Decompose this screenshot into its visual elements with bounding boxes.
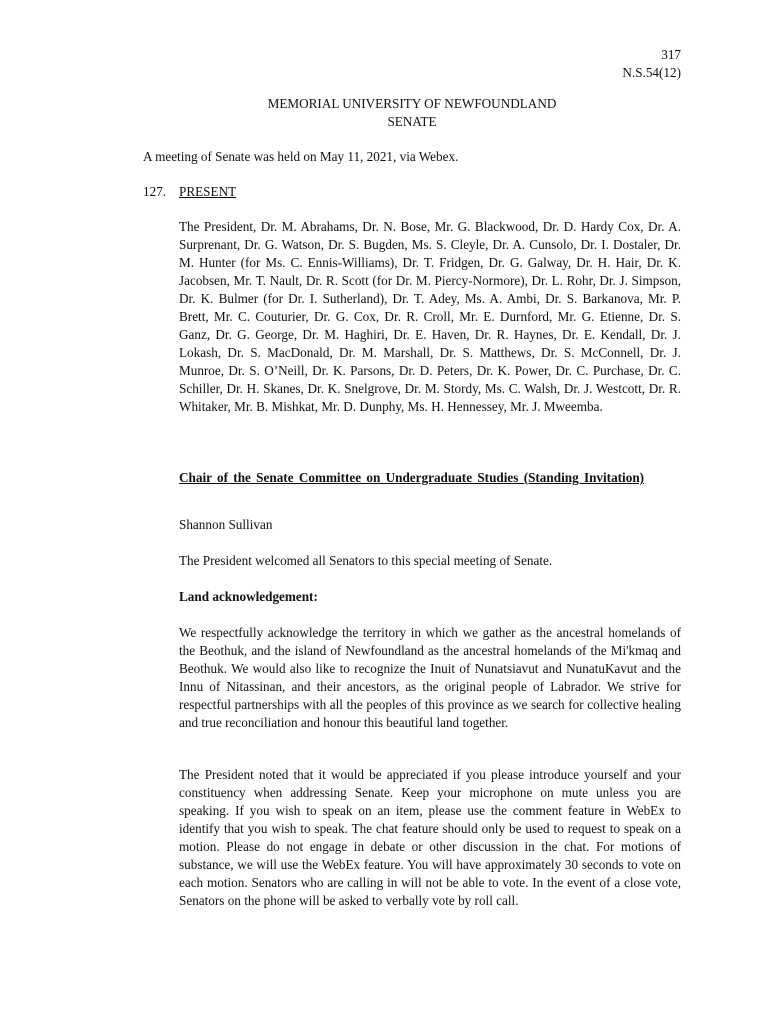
institution-name: MEMORIAL UNIVERSITY OF NEWFOUNDLAND <box>267 96 557 111</box>
president-note: The President noted that it would be appreciated if you please introduce yourself and your constituency when addressing Senate. Keep your microphone on mute unless you are speaking. If you wish to speak on an item, please use the comment feature in WebEx to identify that you wish to speak. The chat feature should only be used to request to speak on a motion. Please do not engage in debate or other discussion in the chat. For motions of substance, we will use the WebEx feature. You will have approximately 30 seconds to vote on each motion. Senators who are calling in will not be able to vote. In the event of a close vote, Senators on the phone will be asked to verbally vote by roll call. <box>179 767 681 908</box>
chair-heading: Chair of the Senate Committee on Undergraduate Studies (Standing Invitation) <box>179 470 645 485</box>
land-acknowledgement-heading: Land acknowledgement: <box>179 589 318 604</box>
attendee-list: The President, Dr. M. Abrahams, Dr. N. Bose, Mr. G. Blackwood, Dr. D. Hardy Cox, Dr. A. Surprenant, Dr. G. Watson, Dr. S. Bugden, Ms. S. Cleyle, Dr. A. Cunsolo, Dr. I. Dostaler, Dr. M. Hunter (for Ms. C. Ennis-Williams), Dr. T. Fridgen, Dr. G. Galway, Dr. H. Hair, Dr. K. Jacobsen, Mr. T. Nault, Dr. R. Scott (for Dr. M. Piercy-Normore), Dr. L. Rohr, Dr. J. Simpson, Dr. K. Bulmer (for Dr. I. Sutherland), Dr. T. Adey, Ms. A. Ambi, Dr. S. Barkanova, Mr. P. Brett, Mr. C. Couturier, Dr. G. Cox, Dr. R. Croll, Mr. E. Durnford, Mr. G. Etienne, Dr. S. Ganz, Dr. G. George, Dr. M. Haghiri, Dr. E. Haven, Dr. R. Haynes, Dr. E. Kendall, Dr. J. Lokash, Dr. S. MacDonald, Dr. M. Marshall, Dr. S. Matthews, Dr. S. McConnell, Dr. J. Munroe, Dr. S. O’Neill, Dr. K. Parsons, Dr. D. Peters, Dr. K. Power, Dr. C. Purchase, Dr. C. Schiller, Dr. H. Skanes, Dr. K. Snelgrove, Dr. M. Stordy, Ms. C. Walsh, Dr. J. Westcott, Dr. R. Whitaker, Mr. B. Mishkat, Mr. D. Dunphy, Ms. H. Hennessey, Mr. J. Mweemba. <box>179 219 681 414</box>
meeting-intro: A meeting of Senate was held on May 11, 2021, via Webex. <box>143 149 459 164</box>
land-acknowledgement-text: We respectfully acknowledge the territory in which we gather as the ancestral homelands of the Beothuk, and the island of Newfoundland as the ancestral homelands of the Mi'kmaq and Beothuk. We would also like to recognize the Inuit of Nunatsiavut and NunatuKavut and the Innu of Nitassinan, and their ancestors, as the original people of Labrador. We strive for respectful partnerships with all the peoples of this province as we search for collective healing and true reconciliation and honour this beautiful land together. <box>179 625 681 730</box>
page-number: 317 <box>661 47 681 62</box>
document-code: N.S.54(12) <box>622 65 681 80</box>
chair-name: Shannon Sullivan <box>179 517 273 532</box>
item-number: 127. <box>143 184 167 199</box>
document-header <box>0 95 770 131</box>
item-title: PRESENT <box>179 184 237 199</box>
page-number-block <box>622 46 681 82</box>
welcome-text: The President welcomed all Senators to this special meeting of Senate. <box>179 553 553 568</box>
governing-body: SENATE <box>387 114 437 129</box>
